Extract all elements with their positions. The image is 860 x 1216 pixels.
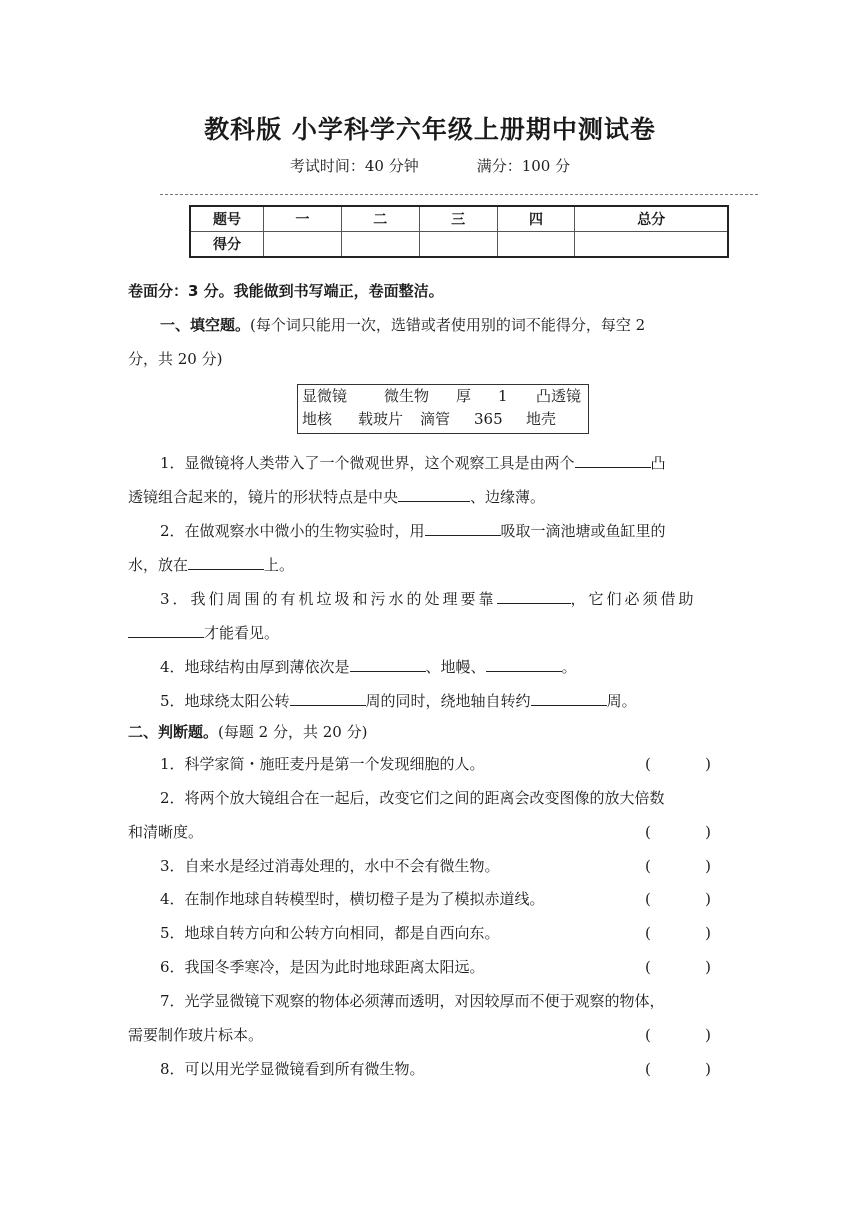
question-text: 周的同时，绕地轴自转约	[365, 692, 531, 710]
word-bank-item: 厚	[456, 387, 472, 405]
tf-question-7-cont: 需要制作玻片标本。	[128, 1026, 264, 1044]
word-bank-item: 滴管	[420, 410, 451, 428]
score-table-header-cell: 三	[419, 206, 497, 232]
word-bank-item: 地核	[302, 410, 333, 428]
question-text: 1．显微镜将人类带入了一个微观世界，这个观察工具是由两个	[160, 454, 575, 472]
tf-question-4: 4．在制作地球自转模型时，横切橙子是为了模拟赤道线。	[160, 890, 545, 908]
q1-1-line-cont	[128, 486, 740, 507]
paren-close: )	[705, 857, 711, 875]
paren-open: (	[645, 958, 651, 976]
answer-blank[interactable]	[398, 486, 470, 502]
section2-instruction: (每题 2 分，共 20 分)	[218, 723, 368, 741]
paren-close: )	[705, 890, 711, 908]
paren-close: )	[705, 958, 711, 976]
tf-question-5: 5．地球自转方向和公转方向相同，都是自西向东。	[160, 924, 500, 942]
question-text: 上。	[264, 556, 295, 574]
score-input-cell[interactable]	[497, 232, 575, 258]
dashed-divider	[160, 194, 758, 195]
score-row-label: 得分	[190, 232, 264, 258]
question-text: 吸取一滴池塘或鱼缸里的	[500, 522, 666, 540]
answer-parentheses[interactable]	[645, 923, 711, 943]
word-bank-item: 载玻片	[358, 410, 404, 428]
score-table-score-row	[190, 232, 728, 258]
word-bank-item: 显微镜	[302, 387, 348, 405]
word-bank-item: 微生物	[384, 387, 430, 405]
word-bank-item: 地壳	[526, 410, 557, 428]
paren-close: )	[705, 924, 711, 942]
paren-open: (	[645, 823, 651, 841]
q1-2-line	[160, 520, 740, 541]
word-bank-item: 凸透镜	[536, 387, 582, 405]
section2-heading: 二、判断题。	[128, 723, 219, 741]
question-text: 3．我们周围的有机垃圾和污水的处理要靠	[160, 590, 497, 608]
answer-parentheses[interactable]	[645, 754, 711, 774]
full-score: 满分：100 分	[476, 157, 571, 175]
answer-blank[interactable]	[128, 622, 204, 638]
answer-parentheses[interactable]	[645, 822, 711, 842]
paren-open: (	[645, 755, 651, 773]
tf-question-8: 8．可以用光学显微镜看到所有微生物。	[160, 1060, 425, 1078]
word-bank	[297, 384, 589, 434]
question-text: 水，放在	[128, 556, 189, 574]
section1-instruction: (每个词只能用一次，选错或者使用别的词不能得分，每空 2	[250, 316, 646, 334]
answer-blank[interactable]	[531, 690, 607, 706]
score-table-header-cell: 四	[497, 206, 575, 232]
score-input-cell[interactable]	[419, 232, 497, 258]
word-bank-item: 365	[474, 410, 503, 428]
score-input-cell[interactable]	[341, 232, 419, 258]
question-text: 凸	[650, 454, 666, 472]
answer-blank[interactable]	[290, 690, 366, 706]
paren-close: )	[705, 1060, 711, 1078]
tf-question-7: 7．光学显微镜下观察的物体必须薄而透明，对因较厚而不便于观察的物体，	[160, 992, 665, 1010]
question-text: 透镜组合起来的，镜片的形状特点是中央	[128, 488, 399, 506]
question-text: 4．地球结构由厚到薄依次是	[160, 658, 350, 676]
answer-parentheses[interactable]	[645, 957, 711, 977]
question-text: 2．在做观察水中微小的生物实验时，用	[160, 522, 425, 540]
word-bank-item: 1	[498, 387, 508, 405]
q1-1-line	[160, 452, 740, 473]
score-table-header-cell: 题号	[190, 206, 264, 232]
answer-parentheses[interactable]	[645, 1025, 711, 1045]
answer-blank[interactable]	[497, 588, 571, 604]
answer-blank[interactable]	[425, 520, 501, 536]
tf-question-3: 3．自来水是经过消毒处理的，水中不会有微生物。	[160, 857, 500, 875]
exam-title: 教科版 小学科学六年级上册期中测试卷	[204, 115, 656, 144]
paren-close: )	[705, 755, 711, 773]
paren-open: (	[645, 924, 651, 942]
question-text: 周。	[606, 692, 637, 710]
answer-parentheses[interactable]	[645, 889, 711, 909]
word-bank-row	[298, 385, 588, 408]
answer-blank[interactable]	[350, 656, 426, 672]
score-table-header-row	[190, 206, 728, 232]
q1-2-line-cont	[128, 554, 740, 575]
question-text: 。	[561, 658, 577, 676]
paren-open: (	[645, 1060, 651, 1078]
paren-close: )	[705, 1026, 711, 1044]
tf-question-6: 6．我国冬季寒冷，是因为此时地球距离太阳远。	[160, 958, 485, 976]
paren-open: (	[645, 1026, 651, 1044]
q1-5-line	[160, 690, 740, 711]
score-table	[189, 205, 729, 258]
q1-3-line	[160, 588, 740, 609]
score-table-header-cell: 一	[264, 206, 342, 232]
paren-open: (	[645, 857, 651, 875]
answer-parentheses[interactable]	[645, 1059, 711, 1079]
score-input-cell[interactable]	[264, 232, 342, 258]
answer-blank[interactable]	[575, 452, 651, 468]
q1-4-line	[160, 656, 740, 677]
question-text: 、边缘薄。	[470, 488, 546, 506]
neatness-note: 卷面分：3 分。我能做到书写端正，卷面整洁。	[128, 282, 444, 300]
paren-open: (	[645, 890, 651, 908]
exam-time: 考试时间：40 分钟	[289, 157, 419, 175]
section1-instruction-cont: 分，共 20 分)	[128, 350, 223, 368]
tf-question-2-cont: 和清晰度。	[128, 823, 204, 841]
paren-close: )	[705, 823, 711, 841]
score-table-header-cell: 二	[341, 206, 419, 232]
answer-blank[interactable]	[486, 656, 562, 672]
question-text: ，它们必须借助	[570, 590, 697, 608]
section1-heading-line	[160, 315, 740, 335]
exam-subtitle	[0, 155, 860, 176]
answer-blank[interactable]	[188, 554, 264, 570]
answer-parentheses[interactable]	[645, 856, 711, 876]
section1-heading: 一、填空题。	[160, 316, 251, 334]
score-input-cell[interactable]	[575, 232, 728, 258]
score-table-header-cell: 总分	[575, 206, 728, 232]
tf-question-2: 2．将两个放大镜组合在一起后，改变它们之间的距离会改变图像的放大倍数	[160, 789, 665, 807]
question-text: 、地幔、	[425, 658, 486, 676]
section2-heading-line	[128, 722, 740, 742]
question-text: 5．地球绕太阳公转	[160, 692, 290, 710]
q1-3-line-cont	[128, 622, 740, 643]
tf-question-1: 1．科学家简・施旺麦丹是第一个发现细胞的人。	[160, 755, 485, 773]
question-text: 才能看见。	[204, 624, 280, 642]
word-bank-row	[298, 408, 588, 431]
